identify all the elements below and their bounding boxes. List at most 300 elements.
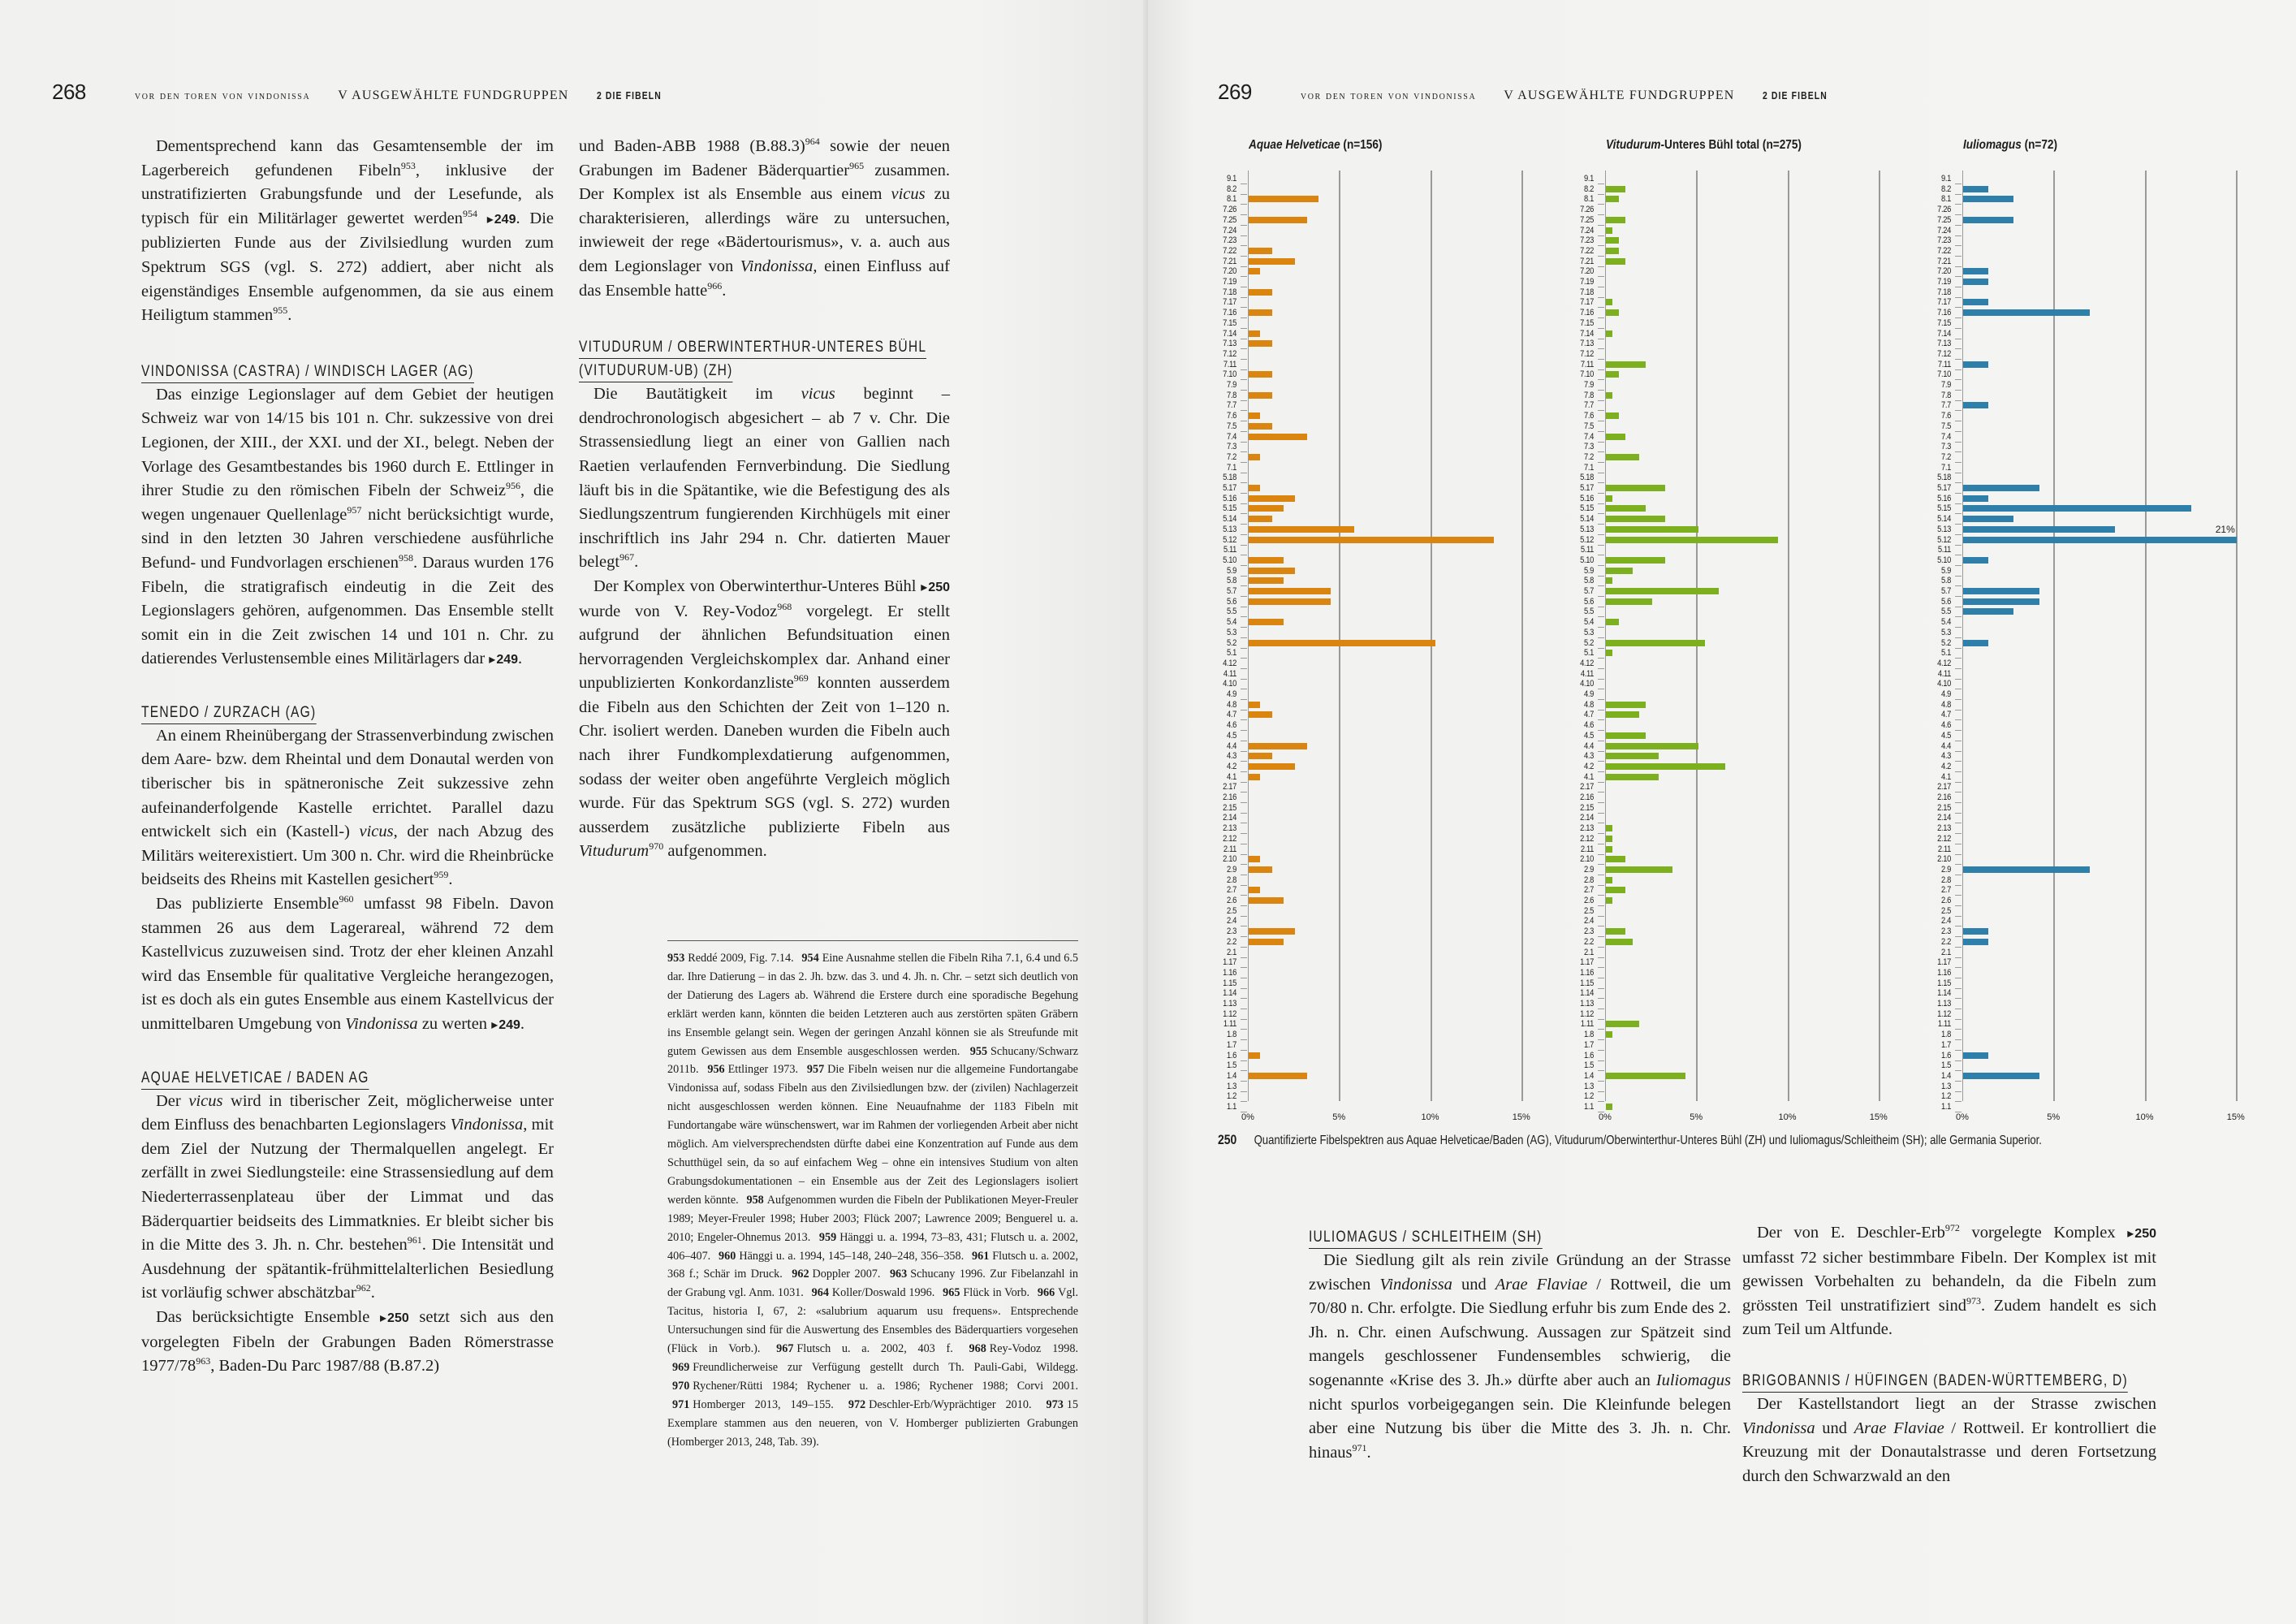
category-label: 4.11 xyxy=(1223,668,1236,679)
chart-row xyxy=(1560,1091,1933,1102)
data-bar xyxy=(1963,598,2039,605)
x-tick-label: 5% xyxy=(1690,1112,1703,1122)
footnote-number: 968 xyxy=(969,1342,986,1356)
category-label: 1.6 xyxy=(1584,1050,1594,1060)
x-axis xyxy=(1956,1112,2287,1129)
data-bar xyxy=(1606,299,1612,305)
section-heading-aquae: AQUAE HELVETICAE / BADEN AG xyxy=(141,1068,369,1090)
section-heading-vindonissa: VINDONISSA (CASTRA) / WINDISCH LAGER (AG) xyxy=(141,361,474,383)
chart-row xyxy=(1202,741,1576,752)
data-bar xyxy=(1249,577,1284,584)
chart-row xyxy=(1560,813,1933,823)
category-label: 1.14 xyxy=(1937,988,1951,999)
data-bar xyxy=(1249,268,1260,274)
footnote-ref[interactable]: 968 xyxy=(777,600,792,612)
footnote-ref[interactable]: 959 xyxy=(434,869,449,881)
chart-row xyxy=(1202,793,1576,803)
chart-row xyxy=(1917,823,2290,834)
chart-row xyxy=(1202,566,1576,577)
category-label: 5.16 xyxy=(1580,493,1594,503)
footnote-text: Flutsch u. a. 2002, 403 f. xyxy=(796,1342,965,1356)
chart-row xyxy=(1917,483,2290,494)
chart-row xyxy=(1560,535,1933,546)
vindonissa-paragraph: Das einzige Legionslager auf dem Gebiet der heutigen Schweiz war von 14/15 bis 101 n. Chr. sukzessive von drei Legionen, der XIII., der XXI. und der XI., belegt. Neben der Vorlage des Gesamtbestandes bis 1960 durch E. Ettlinger in ihrer Studie zu den römischen Fibeln der Schweiz$^{956}$, die wegen ungenauer Quellenlage$^{957}$ nicht berücksichtigt wurde, sind in den letzten 30 Jahren verschiedene ausführliche Befund- und Fundvorlagen erschienen$^{958}$. Daraus wurden 176 Fibeln, die stratigrafisch eindeutig in die Zeit des Legionslagers gehören, aufgenommen. Das Ensemble stellt somit ein in die Zeit zwischen 14 und 101 n. Chr. zu datierendes Verlustensemble eines Militärlagers dar ▸ 249. xyxy=(141,383,554,672)
chart-row xyxy=(1917,1030,2290,1040)
category-label: 1.12 xyxy=(1580,1009,1594,1019)
category-label: 4.10 xyxy=(1937,679,1951,689)
chart-row xyxy=(1917,184,2290,195)
chart-row xyxy=(1917,689,2290,700)
category-label: 7.4 xyxy=(1584,431,1594,442)
chart-row xyxy=(1560,566,1933,577)
footnote-ref[interactable]: 972 xyxy=(1944,1222,1960,1234)
category-label: 2.2 xyxy=(1227,936,1236,947)
category-label: 7.4 xyxy=(1941,431,1951,442)
data-bar xyxy=(1606,1073,1685,1079)
category-label: 5.18 xyxy=(1223,473,1236,483)
category-label: 5.7 xyxy=(1941,586,1951,596)
vitudurum-paragraph-1: Die Bautätigkeit im vicus beginnt – dendrochronologisch abgesichert – ab 7 v. Chr. Die Strassensiedlung liegt an einer von Gallien nach Raetien verlaufenden Fernverbindung. Die Siedlung läuft bis in die Spätantike, wie die Befestigung des als Siedlungszentrum fungierenden Kirchhügels mit einer inschriftlich ins Jahr 294 n. Chr. datierten Mauer belegt$^{967}$. xyxy=(579,385,950,572)
chart-row xyxy=(1202,926,1576,937)
category-label: 7.20 xyxy=(1580,266,1594,277)
chart-title: Vitudurum-Unteres Bühl total (n=275) xyxy=(1606,138,1802,152)
chart-row xyxy=(1202,1082,1576,1092)
footnote-ref[interactable]: 956 xyxy=(506,480,521,492)
footnote-ref[interactable]: 962 xyxy=(356,1282,371,1294)
chart-row xyxy=(1917,277,2290,287)
chart-row xyxy=(1202,308,1576,318)
chart-row xyxy=(1917,772,2290,783)
chart-row xyxy=(1917,916,2290,926)
category-label: 1.15 xyxy=(1580,978,1594,988)
section-title: 2 DIE FIBELN xyxy=(596,89,662,102)
category-label: 2.2 xyxy=(1941,936,1951,947)
category-label: 2.4 xyxy=(1227,916,1236,926)
chart-row xyxy=(1917,442,2290,452)
chart-row xyxy=(1202,349,1576,360)
figure-ref[interactable]: ▸ 250 xyxy=(380,1311,409,1325)
x-tick-label: 15% xyxy=(1512,1112,1530,1122)
chart-row xyxy=(1917,710,2290,720)
chart-row xyxy=(1560,1030,1933,1040)
category-label: 5.16 xyxy=(1223,493,1236,503)
category-label: 2.14 xyxy=(1223,813,1236,823)
chart-row xyxy=(1917,999,2290,1009)
category-label: 4.12 xyxy=(1937,658,1951,668)
chart-row xyxy=(1202,194,1576,205)
aquae-paragraph-2: Das berücksichtigte Ensemble ▸ 250 setzt sich aus den vorgelegten Fibeln der Grabungen Baden Römerstrasse $1977/78^{963}$, Baden-Du Parc 1987/88 (B.87.2) xyxy=(141,1306,554,1379)
chart-row xyxy=(1917,194,2290,205)
category-label: 5.2 xyxy=(1941,637,1951,648)
chart-row xyxy=(1917,318,2290,329)
category-label: 1.4 xyxy=(1227,1070,1236,1081)
footnote-ref[interactable]: 961 xyxy=(407,1234,422,1246)
footnote-text: Flutsch u. a. 2002, 368 f.; Schär im Druck. xyxy=(667,1249,1078,1281)
category-label: 7.26 xyxy=(1223,205,1236,215)
chart-row xyxy=(1917,854,2290,865)
data-bar xyxy=(1963,186,1988,192)
footnote xyxy=(667,1361,1078,1374)
footnote-text: Deschler-Erb/Wyprächtiger 2010. xyxy=(869,1397,1042,1411)
category-label: 4.1 xyxy=(1941,771,1951,782)
chart-row xyxy=(1202,226,1576,236)
figure-ref[interactable]: ▸ 249 xyxy=(491,1018,520,1032)
category-label: 5.13 xyxy=(1580,524,1594,534)
category-label: 2.14 xyxy=(1580,813,1594,823)
category-label: 7.12 xyxy=(1223,348,1236,359)
category-label: 7.22 xyxy=(1580,245,1594,256)
chart-row xyxy=(1917,968,2290,978)
chart-row xyxy=(1202,875,1576,886)
footnote-number: 967 xyxy=(776,1342,794,1356)
figure-ref[interactable]: ▸ 250 xyxy=(2127,1227,2156,1241)
chart-row xyxy=(1560,205,1933,215)
category-label: 5.10 xyxy=(1937,555,1951,565)
chart-row xyxy=(1917,297,2290,308)
category-label: 1.7 xyxy=(1584,1039,1594,1050)
data-bar xyxy=(1249,856,1260,862)
chart-row xyxy=(1560,576,1933,586)
category-label: 7.10 xyxy=(1937,369,1951,380)
footnote-ref[interactable]: 967 xyxy=(619,551,635,564)
chart-plot-area xyxy=(1580,171,1881,1112)
category-label: 2.11 xyxy=(1937,844,1951,854)
category-label: 1.2 xyxy=(1584,1091,1594,1102)
category-label: 7.3 xyxy=(1941,442,1951,452)
category-label: 2.10 xyxy=(1937,854,1951,865)
chart-row xyxy=(1917,978,2290,989)
footnote-ref[interactable]: 958 xyxy=(399,552,414,564)
data-bar xyxy=(1606,196,1619,202)
footnote-ref[interactable]: 964 xyxy=(805,136,820,148)
category-label: 5.7 xyxy=(1584,586,1594,596)
category-label: 4.9 xyxy=(1584,689,1594,699)
category-label: 7.8 xyxy=(1227,390,1236,400)
category-label: 2.9 xyxy=(1227,864,1236,875)
category-label: 2.5 xyxy=(1941,905,1951,916)
footnote xyxy=(807,1286,939,1299)
figure-caption-text: Quantifizierte Fibelspektren aus Aquae Helveticae/Baden (AG), Vitudurum/Oberwinterthur-Unteres Bühl (ZH) und Iuliomagus/Schleitheim (SH); alle Germania Superior. xyxy=(1254,1134,2042,1147)
x-tick-label: 10% xyxy=(2135,1112,2154,1122)
category-label: 2.8 xyxy=(1941,875,1951,885)
chart-row xyxy=(1560,803,1933,814)
chart-row xyxy=(1202,586,1576,597)
category-label: 2.11 xyxy=(1223,844,1236,854)
category-label: 2.12 xyxy=(1580,833,1594,844)
category-label: 1.11 xyxy=(1937,1019,1951,1030)
chart-row xyxy=(1917,926,2290,937)
chart-row xyxy=(1917,339,2290,349)
chart-row xyxy=(1917,205,2290,215)
vitudurum-paragraph-2: Der Komplex von Oberwinterthur-Unteres Bühl ▸ 250 wurde von V. Rey-Vodoz$^{968}$ vorgelegt. Er stellt aufgrund der ähnlichen Befundsituation einen hervorragenden Vergleichskomplex dar. Anhand einer unpublizierten Konkordanzliste$^{969}$ konnten ausserdem die Fibeln aus den Schichten der Zeit von 1–120 n. Chr. isoliert werden. Daneben wurden die Fibeln auch nach ihrer Fundkomplexdatierung aufgenommen, sodass der weiter oben angeführte Vergleich möglich wurde. Für das Spektrum SGS (vgl. S. 272) wurden ausserdem zusätzliche publizierte Fibeln aus Vitudurum$^{970}$ aufgenommen. xyxy=(579,575,950,864)
chart-row xyxy=(1560,1040,1933,1051)
category-label: 7.6 xyxy=(1227,411,1236,421)
data-bar xyxy=(1606,557,1665,564)
footnote-ref[interactable]: 955 xyxy=(273,304,288,317)
data-bar xyxy=(1249,774,1260,780)
footnote-ref[interactable]: 965 xyxy=(849,159,865,171)
chart-row xyxy=(1202,380,1576,391)
footnote-ref[interactable]: 957 xyxy=(347,503,362,516)
category-label: 2.11 xyxy=(1580,844,1594,854)
tenedo-paragraph-1: An einem Rheinübergang der Strassenverbindung zwischen dem Aare- bzw. dem Rheintal und dem Donautal werden von tiberischer bis in spätneronische Zeit sukzessive zehn aufeinanderfolgende Kastelle errichtet. Parallel dazu entwickelt sich ein (Kastell-) vicus, der nach Abzug des Militärs weiterexistiert. Um 300 n. Chr. wird die Rheinbrücke beidseits des Rheins mit Kastellen gesichert$^{959}$. xyxy=(141,726,554,889)
category-label: 7.19 xyxy=(1580,277,1594,287)
footnote-number: 960 xyxy=(719,1249,736,1263)
chart-row xyxy=(1917,308,2290,318)
chart-row xyxy=(1560,782,1933,793)
category-label: 1.15 xyxy=(1937,978,1951,988)
chart-row xyxy=(1202,597,1576,607)
category-label: 7.22 xyxy=(1937,245,1951,256)
data-bar xyxy=(1606,258,1625,265)
data-bar xyxy=(1249,516,1272,522)
data-bar xyxy=(1606,186,1625,192)
figure-ref[interactable]: ▸ 249 xyxy=(489,653,518,667)
chart-row xyxy=(1917,287,2290,298)
chart-row xyxy=(1917,1102,2290,1112)
footnote-number: 958 xyxy=(746,1193,764,1207)
category-label: 2.1 xyxy=(1941,947,1951,957)
category-label: 7.25 xyxy=(1580,214,1594,225)
footnote-ref[interactable]: 969 xyxy=(793,672,809,685)
chart-row xyxy=(1202,968,1576,978)
category-label: 5.3 xyxy=(1227,627,1236,637)
footnote-ref[interactable]: 954 xyxy=(462,207,477,219)
category-label: 7.19 xyxy=(1937,277,1951,287)
chart-row xyxy=(1202,545,1576,555)
x-tick-label: 5% xyxy=(2047,1112,2061,1122)
data-bar xyxy=(1963,268,1988,274)
data-bar xyxy=(1606,330,1612,337)
chart-row xyxy=(1202,391,1576,401)
category-label: 1.13 xyxy=(1580,999,1594,1009)
category-label: 2.6 xyxy=(1941,896,1951,905)
chart-row xyxy=(1917,1051,2290,1061)
chart-row xyxy=(1917,741,2290,752)
category-label: 4.8 xyxy=(1584,699,1594,710)
category-label: 8.2 xyxy=(1584,184,1594,194)
footnote-ref[interactable]: 973 xyxy=(1966,1294,1981,1307)
footnote-number: 965 xyxy=(943,1286,960,1300)
chart-row xyxy=(1560,1060,1933,1071)
chart-row xyxy=(1202,1060,1576,1071)
data-bar xyxy=(1249,1052,1260,1059)
chart-row xyxy=(1917,948,2290,958)
category-label: 4.2 xyxy=(1941,761,1951,771)
footnote-ref[interactable]: 966 xyxy=(707,279,723,292)
chart-row xyxy=(1560,1102,1933,1112)
chart-row xyxy=(1202,710,1576,720)
chart-row xyxy=(1917,700,2290,710)
chart-row xyxy=(1202,948,1576,958)
chart-row xyxy=(1917,494,2290,504)
data-bar xyxy=(1606,877,1612,883)
category-label: 4.8 xyxy=(1227,699,1236,710)
category-label: 7.4 xyxy=(1227,431,1236,442)
chart-row xyxy=(1202,782,1576,793)
chart-row xyxy=(1560,483,1933,494)
category-label: 2.8 xyxy=(1227,875,1236,885)
category-label: 1.1 xyxy=(1227,1102,1236,1112)
figure-ref[interactable]: ▸ 250 xyxy=(921,581,950,594)
footnote-ref[interactable]: 971 xyxy=(1352,1441,1367,1453)
category-label: 7.16 xyxy=(1937,308,1951,318)
footnote-ref[interactable]: 953 xyxy=(400,159,416,171)
chart-row xyxy=(1202,473,1576,483)
category-label: 1.1 xyxy=(1584,1102,1594,1112)
chart-plot-area xyxy=(1223,171,1524,1112)
chart-row xyxy=(1917,503,2290,514)
figure-ref[interactable]: ▸ 249 xyxy=(487,213,516,227)
chart-row xyxy=(1202,638,1576,649)
chart-row xyxy=(1202,452,1576,463)
category-label: 5.11 xyxy=(1580,545,1594,555)
data-bar xyxy=(1963,537,2237,543)
category-label: 7.7 xyxy=(1227,400,1236,411)
intro-paragraph: Dementsprechend kann das Gesamtensemble der im Lagerbereich gefundenen Fibeln$^{953}$, inklusive der unstratifizierten Grabungsfunde und der Lesefunde, als typisch für ein Militärlager gewertet werden$^{954}$ ▸ 249. Die publizierten Funde aus der Zivilsiedlung wurden zum Spektrum SGS (vgl. S. 272) addiert, aber nicht als eigenständiges Ensemble aufgenommen, da sie aus einem Heiligtum stammen$^{955}$. xyxy=(141,135,554,328)
data-bar xyxy=(1963,485,2039,491)
chart-row xyxy=(1202,751,1576,762)
chart-row xyxy=(1917,597,2290,607)
data-bar xyxy=(1606,939,1633,945)
category-label: 5.12 xyxy=(1937,534,1951,545)
chart-row xyxy=(1202,762,1576,772)
chart-row xyxy=(1560,957,1933,968)
book-title: vor den toren von vindonissa xyxy=(1300,90,1477,102)
data-bar xyxy=(1606,711,1639,718)
category-label: 7.13 xyxy=(1223,339,1236,349)
category-label: 5.16 xyxy=(1937,493,1951,503)
footnote-ref[interactable]: 960 xyxy=(339,893,354,905)
category-label: 7.3 xyxy=(1227,442,1236,452)
category-label: 5.9 xyxy=(1941,565,1951,576)
category-label: 4.4 xyxy=(1227,741,1236,751)
category-label: 7.3 xyxy=(1584,442,1594,452)
data-bar xyxy=(1963,516,2013,522)
chart-row xyxy=(1202,906,1576,917)
chart-row xyxy=(1202,369,1576,380)
footnote-number: 956 xyxy=(707,1063,725,1077)
section-heading-iuliomagus: IULIOMAGUS / SCHLEITHEIM (SH) xyxy=(1309,1227,1543,1249)
footnote-number: 964 xyxy=(811,1286,829,1300)
footnote xyxy=(667,1380,1078,1393)
chart-row xyxy=(1560,555,1933,566)
category-label: 7.14 xyxy=(1937,328,1951,339)
category-label: 1.5 xyxy=(1941,1060,1951,1071)
category-label: 5.6 xyxy=(1584,596,1594,607)
chart-row xyxy=(1917,638,2290,649)
category-label: 7.11 xyxy=(1937,359,1951,369)
category-label: 7.10 xyxy=(1223,369,1236,380)
data-bar xyxy=(1963,309,2090,316)
data-bar xyxy=(1606,371,1619,378)
chart-row xyxy=(1202,1102,1576,1112)
chart-row xyxy=(1560,369,1933,380)
chart-row xyxy=(1560,948,1933,958)
category-label: 2.5 xyxy=(1227,905,1236,916)
chart-row xyxy=(1560,865,1933,875)
category-label: 2.2 xyxy=(1584,936,1594,947)
category-label: 7.6 xyxy=(1941,411,1951,421)
category-label: 2.13 xyxy=(1937,823,1951,834)
footnote-ref[interactable]: 970 xyxy=(649,840,664,853)
chart-row xyxy=(1917,545,2290,555)
chart-row xyxy=(1202,648,1576,659)
chart-row xyxy=(1560,184,1933,195)
category-label: 7.19 xyxy=(1223,277,1236,287)
category-label: 7.26 xyxy=(1580,205,1594,215)
category-label: 4.3 xyxy=(1941,751,1951,762)
footnote-ref[interactable]: 963 xyxy=(196,1355,211,1367)
iuliomagus-paragraph: Die Siedlung gilt als rein zivile Gründung an der Strasse zwischen Vindonissa und Arae Flaviae / Rottweil, die um 70/80 n. Chr. erfolgte. Die Siedlung erfuhr bis zum Ende des 2. Jh. n. Chr. einen Aufschwung. Aussagen zur Spätzeit sind mangels geschlossener Fundensembles schwierig, die sogenannte «Krise des 3. Jh.» dürfte aber auch an Iuliomagus nicht spurlos vorbeigegangen sein. Die Kleinfunde belegen aber eine Nutzung bis über die Mitte des 3. Jh. n. Chr. hinaus$^{971}$. xyxy=(1309,1251,1732,1462)
category-label: 2.3 xyxy=(1941,926,1951,937)
data-bar xyxy=(1606,588,1719,594)
data-bar xyxy=(1606,454,1639,460)
category-label: 7.18 xyxy=(1937,287,1951,297)
chart-row xyxy=(1202,525,1576,535)
chart-row xyxy=(1560,246,1933,257)
chart-row xyxy=(1202,720,1576,731)
category-label: 7.2 xyxy=(1941,451,1951,462)
category-label: 4.9 xyxy=(1941,689,1951,699)
footnote xyxy=(667,952,1078,1058)
data-bar xyxy=(1249,568,1295,574)
category-label: 7.15 xyxy=(1223,317,1236,328)
chart-row xyxy=(1560,545,1933,555)
chart-row xyxy=(1917,607,2290,617)
category-label: 5.9 xyxy=(1227,565,1236,576)
category-label: 1.7 xyxy=(1227,1039,1236,1050)
chart-row xyxy=(1202,535,1576,546)
data-bar xyxy=(1249,454,1260,460)
category-label: 7.14 xyxy=(1223,328,1236,339)
category-label: 2.13 xyxy=(1223,823,1236,834)
data-bar xyxy=(1249,537,1494,543)
chart-row xyxy=(1560,349,1933,360)
chart-row xyxy=(1560,235,1933,246)
category-label: 1.16 xyxy=(1223,967,1236,978)
category-label: 7.13 xyxy=(1580,339,1594,349)
data-bar xyxy=(1249,939,1284,945)
footnote xyxy=(771,1342,964,1355)
category-label: 7.24 xyxy=(1223,225,1236,235)
category-label: 7.9 xyxy=(1584,380,1594,390)
chart-row xyxy=(1560,978,1933,989)
category-label: 5.14 xyxy=(1580,514,1594,525)
chart-row xyxy=(1202,287,1576,298)
category-label: 5.13 xyxy=(1223,524,1236,534)
chart-row xyxy=(1202,679,1576,689)
category-label: 4.1 xyxy=(1227,771,1236,782)
category-label: 5.2 xyxy=(1227,637,1236,648)
footnote-number: 959 xyxy=(818,1230,837,1244)
chart-row xyxy=(1560,823,1933,834)
category-label: 7.12 xyxy=(1937,348,1951,359)
category-label: 4.7 xyxy=(1227,710,1236,720)
chart-row xyxy=(1917,576,2290,586)
category-label: 1.16 xyxy=(1580,967,1594,978)
chart-row xyxy=(1560,638,1933,649)
chart-row xyxy=(1917,896,2290,906)
chart-row xyxy=(1202,607,1576,617)
chart-row xyxy=(1202,494,1576,504)
footnote-text: Hänggi u. a. 1994, 73–83, 431; Flutsch u. a. 2002, 406–407. xyxy=(667,1230,1078,1263)
chart-row xyxy=(1560,669,1933,680)
chart-row xyxy=(1560,266,1933,277)
chart-row xyxy=(1560,741,1933,752)
category-label: 5.8 xyxy=(1227,576,1236,586)
category-label: 2.6 xyxy=(1584,896,1594,905)
